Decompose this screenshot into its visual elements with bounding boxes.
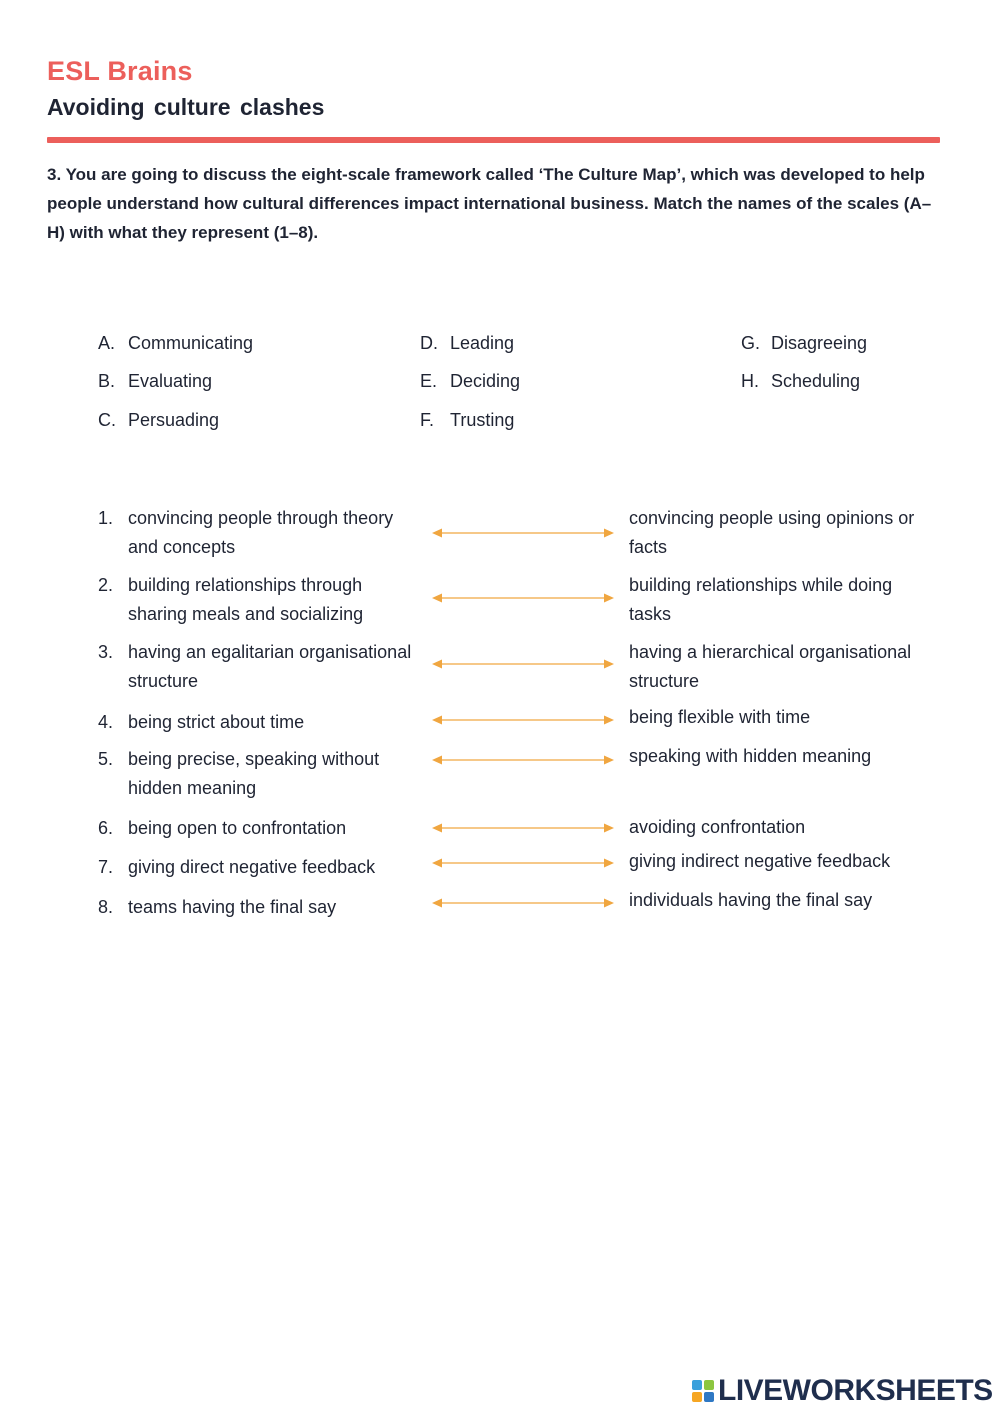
pair-left-text: giving direct negative feedback <box>128 857 376 877</box>
pair-number: 5. <box>98 749 114 769</box>
pair-number: 4. <box>98 712 114 732</box>
scale-name: Disagreeing <box>771 333 868 353</box>
double-arrow-icon <box>432 897 614 909</box>
pair-number: 2. <box>98 575 114 595</box>
pair-right-text: having a hierarchical organisational structure <box>629 642 912 691</box>
pair-number: 7. <box>98 857 114 877</box>
scale-item-c <box>98 408 219 432</box>
scale-letter: F. <box>420 410 435 430</box>
scale-letter: A. <box>98 333 116 353</box>
double-arrow-icon <box>432 822 614 834</box>
pair-left-text: being precise, speaking without hidden meaning <box>128 749 380 798</box>
pair-right-text: convincing people using opinions or facts <box>629 508 915 557</box>
scale-item-a <box>98 331 253 355</box>
scale-letter: H. <box>741 371 759 391</box>
scale-item-b <box>98 369 212 393</box>
scale-item-h <box>741 369 860 393</box>
scale-letter: E. <box>420 371 438 391</box>
double-arrow-icon <box>432 658 614 670</box>
scale-letter: C. <box>98 410 116 430</box>
scale-item-f <box>420 408 514 432</box>
scale-name: Scheduling <box>771 371 861 391</box>
double-arrow-icon <box>432 714 614 726</box>
scale-name: Communicating <box>128 333 254 353</box>
scale-name: Deciding <box>450 371 521 391</box>
pair-left-text: building relationships through sharing meals and socializing <box>128 575 364 624</box>
pair-left-text: having an egalitarian organisational structure <box>128 642 412 691</box>
double-arrow-icon <box>432 592 614 604</box>
pair-number: 8. <box>98 897 114 917</box>
page-subtitle: Avoiding culture clashes <box>47 94 325 120</box>
scale-letter: B. <box>98 371 116 391</box>
exercise-instruction: 3. You are going to discuss the eight-scale framework called ‘The Culture Map’, which was developed to help people understand how cultural differences impact international business. Match the names of the scales (A–H) with what they represent (1–8). <box>47 165 932 242</box>
pair-number: 3. <box>98 642 114 662</box>
pair-right-text: being flexible with time <box>629 707 811 727</box>
double-arrow-icon <box>432 527 614 539</box>
scale-item-e <box>420 369 520 393</box>
scale-name: Trusting <box>450 410 515 430</box>
scale-item-d <box>420 331 514 355</box>
pair-left-text: teams having the final say <box>128 897 337 917</box>
pair-left-text: being open to confrontation <box>128 818 347 838</box>
pair-right-text: building relationships while doing tasks <box>629 575 893 624</box>
logo-wordmark: LIVEWORKSHEETS <box>718 1374 993 1407</box>
liveworksheets-logo <box>692 1374 993 1408</box>
pair-number: 1. <box>98 508 114 528</box>
pair-right-text: giving indirect negative feedback <box>629 851 891 871</box>
scale-item-g <box>741 331 867 355</box>
header-divider <box>47 137 940 143</box>
scale-name: Evaluating <box>128 371 213 391</box>
pair-right-text: avoiding confrontation <box>629 817 806 837</box>
pair-right-text: speaking with hidden meaning <box>629 746 872 766</box>
double-arrow-icon <box>432 754 614 766</box>
scale-letter: G. <box>741 333 761 353</box>
pair-left-text: convincing people through theory and concepts <box>128 508 394 557</box>
pair-right-text: individuals having the final say <box>629 890 873 910</box>
pair-left-text: being strict about time <box>128 712 305 732</box>
brand-title: ESL Brains <box>47 56 193 86</box>
scale-letter: D. <box>420 333 438 353</box>
double-arrow-icon <box>432 857 614 869</box>
scale-name: Leading <box>450 333 515 353</box>
liveworksheets-icon <box>692 1380 714 1402</box>
scale-name: Persuading <box>128 410 220 430</box>
pair-number: 6. <box>98 818 114 838</box>
